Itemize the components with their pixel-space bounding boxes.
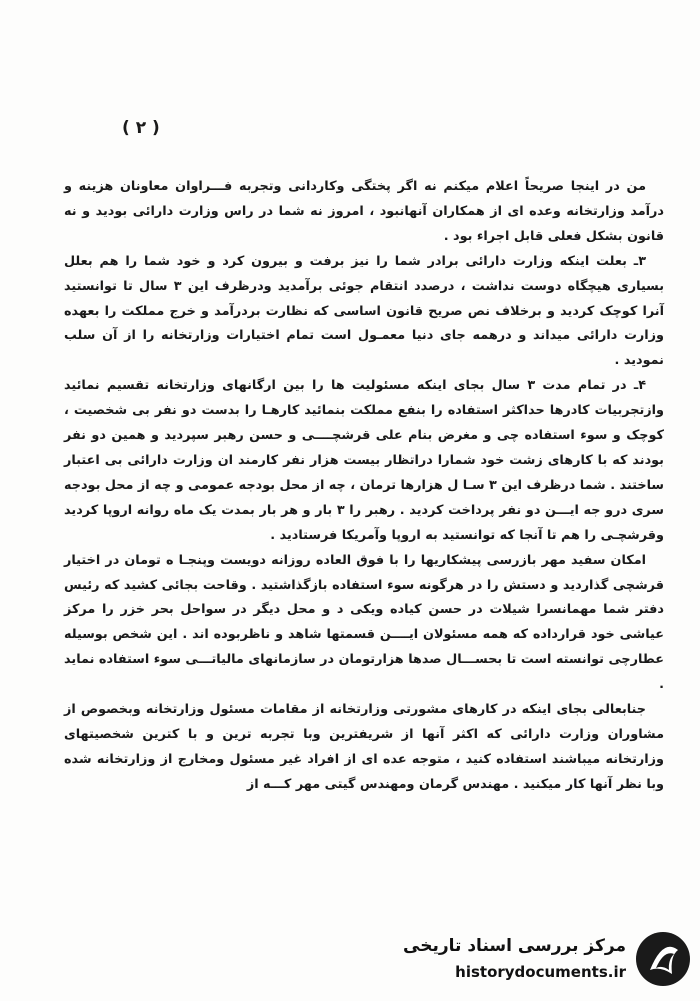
archive-name: مرکز بررسی اسناد تاریخی	[403, 936, 626, 956]
archive-url: historydocuments.ir	[455, 963, 626, 981]
archive-watermark	[403, 928, 692, 990]
paragraph-3: ۴ـ در تمام مدت ۳ سال بجای اینکه مسئولیت ها را بین ارگانهای وزارتخانه تقسیم نمائید وازتجربیات کادرها حداکثر استفاده را بنفع مملکت بنمائید کارهـا را بدست دو نفر بی شخصیت ، کوچک و سوء استفاده چی و مغرض بنام علی قرشچــــی و حسن رهبر سپردید و همین دو نفر بودند که با کارهای زشت خود شمارا دراتظار بیست هزار نفر کارمند ان وزارت دارائی بی اعتبار ساختند . شما درظرف این ۳ سـا ل هزارها ترمان ، چه از محل بودجه عمومی و چه از محل بودجه سری درو جه ایـــن دو نفر پرداخت کردید . رهبر را ۳ بار و هر بار بمدت یک ماه روانه اروپا کردید وقرشچـی را هم تا آنجا که توانستید به اروپا وآمریکا فرستادید .	[64, 378, 665, 543]
paragraph-1: من در اینجا صریحاً اعلام میکنم نه اگر پختگی وکاردانی وتجربه فـــراوان معاونان هزینه و درآمد وزارتخانه وعده ای از همکاران آنهانبود ، امروز نه شما در راس وزارت دارائی بودید و نه قانون بشکل فعلی قابل اجراء بود .	[64, 179, 664, 244]
paragraph-2: ۳ـ بعلت اینکه وزارت دارائی برادر شما را نیز برفت و بیرون کرد و خود شما را هم بعلل بسیاری هیچگاه دوست نداشت ، درصدد انتقام جوئی برآمدید ودرظرف این ۳ سال تا توانستید آنرا کوچک کردید و برخلاف نص صریح قانون اساسی که نظارت بردرآمد و خرج مملکت را بعهده وزارت دارائی میداند و درهمه جای دنیا معمـول است تمام اختیارات وزارتخانه را از آن سلب نمودید .	[64, 253, 664, 369]
paragraph-4: امکان سفید مهر بازرسی پیشکاریها را با فوق العاده روزانه دویست وپنجـا ه تومان در اختیار قرشچی گذاردید و دستش را در هرگونه سوء استفاده بازگذاشتید . وقاحت بجائی کشید که رئیس دفتر شما مهمانسرا شیلات در حسن کیاده ویکی د و محل دیگر در سواحل بحر خزر را مرکز عیاشی خود قرارداده که همه مسئولان ایــــن قسمتها شاهد و ناظربوده اند . این شخص بوسیله عطارچی توانسته است تا بحســـال صدها هزارتومان در سازمانهای مالیاتـــی سوء استفاده نماید .	[64, 552, 664, 693]
paragraph-5: جنابعالی بجای اینکه در کارهای مشورتی وزارتخانه از مقامات مسئول وزارتخانه وبخصوص از مشاوران وزارت دارائی که اکثر آنها از شریفترین وبا تجربه ترین و با کترین شخصیتهای وزارتخانه میباشند استفاده کنید ، متوجه عده ای از افراد غیر مسئول ومخارج از وزارتخانه شده وبا نظر آنها کار میکنید . مهندس گرمان ومهندس گیتی مهر کـــه از	[64, 702, 664, 792]
document-body	[64, 175, 664, 798]
archive-logo-icon	[634, 930, 692, 988]
page-number: ( ۲ )	[122, 118, 160, 138]
